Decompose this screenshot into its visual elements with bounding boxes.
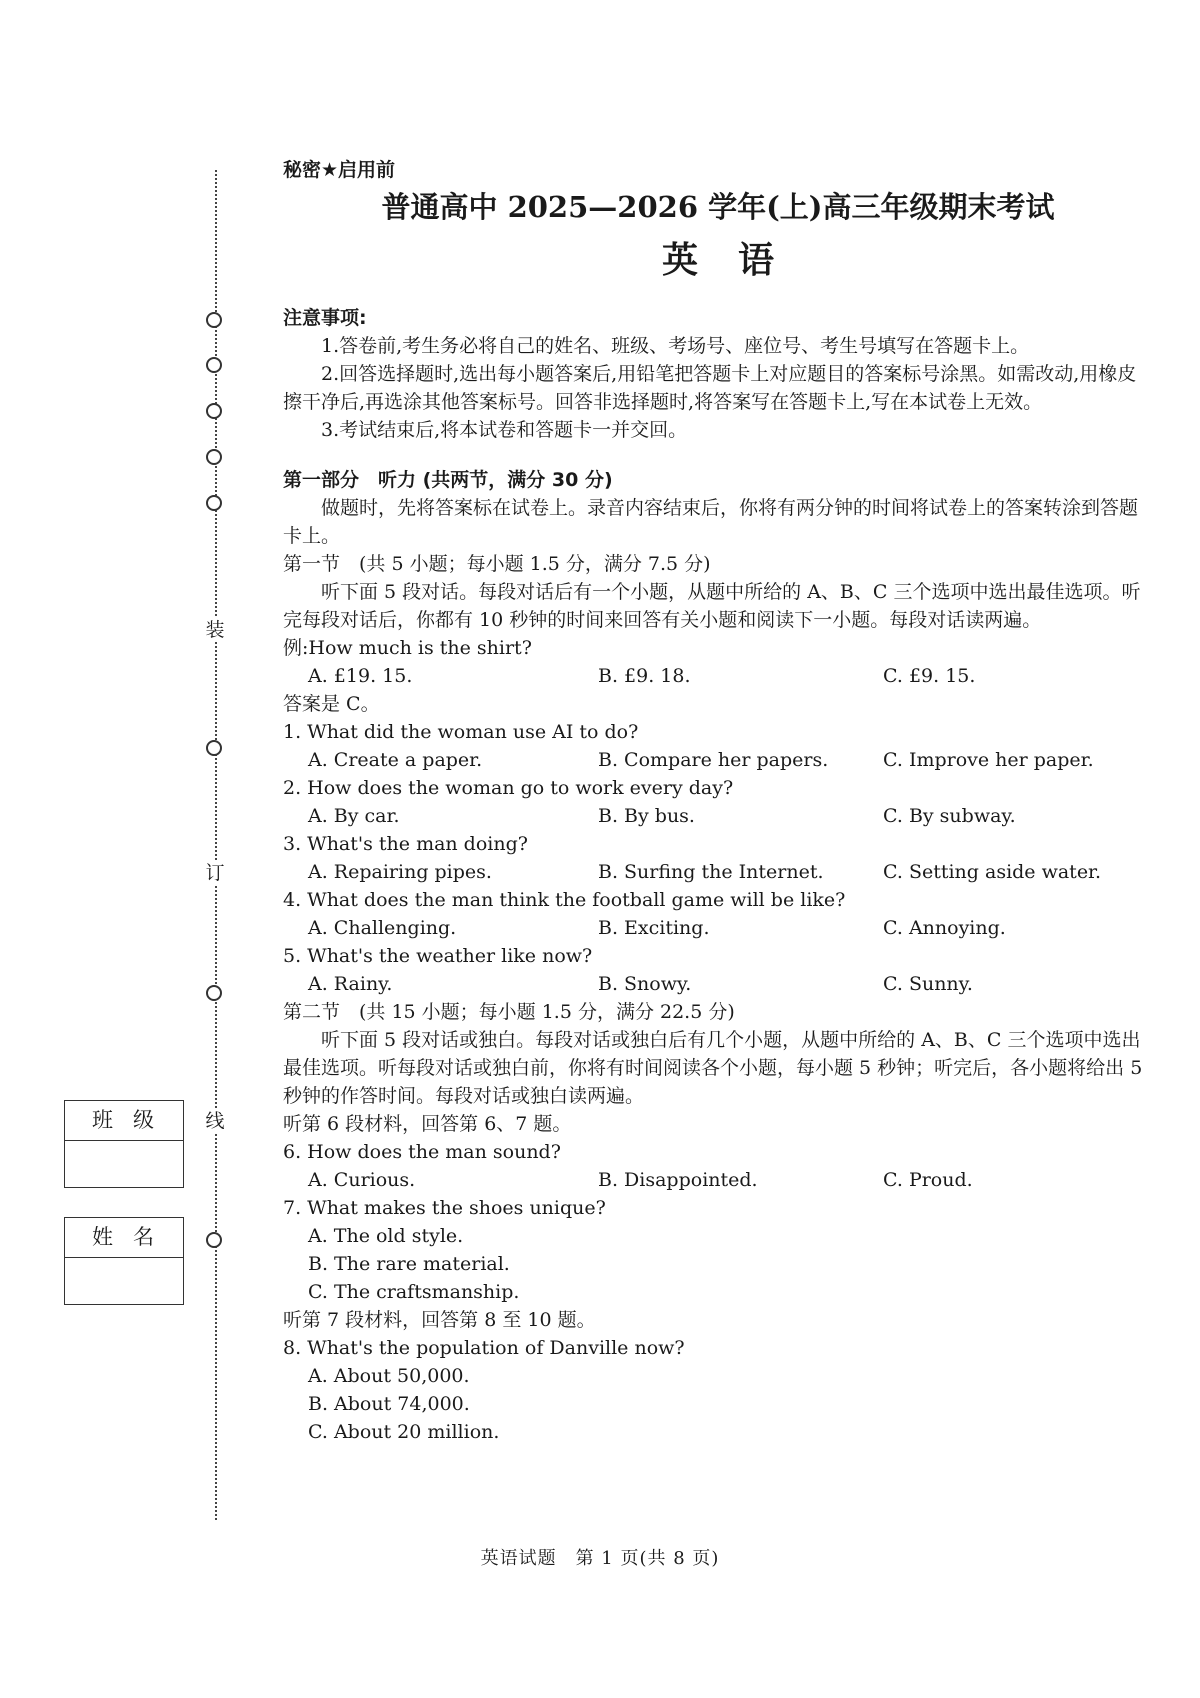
name-field[interactable] [65, 1258, 183, 1304]
question-4-options [283, 914, 1153, 942]
option-a: A. Repairing pipes. [308, 861, 492, 883]
binding-hole [206, 312, 222, 328]
question-1: 1. What did the woman use AI to do? [283, 721, 639, 743]
question-2: 2. How does the woman go to work every day? [283, 777, 734, 799]
example-options [283, 662, 1153, 690]
option-b: B. By bus. [598, 805, 695, 827]
option-b: B. Surfing the Internet. [598, 861, 824, 883]
part1-heading: 第一部分 听力 (共两节，满分 30 分) [283, 469, 613, 491]
binding-char-xian: 线 [203, 1109, 227, 1133]
option-a: A. The old style. [308, 1225, 464, 1247]
class-field[interactable] [65, 1141, 183, 1187]
class-box [64, 1100, 184, 1188]
binding-hole [206, 403, 222, 419]
binding-hole [206, 495, 222, 511]
material-7-instruction: 听第 7 段材料，回答第 8 至 10 题。 [283, 1309, 596, 1331]
option-a: A. Rainy. [308, 973, 393, 995]
option-b: B. £9. 18. [598, 665, 691, 687]
option-b: B. Compare her papers. [598, 749, 829, 771]
name-box [64, 1217, 184, 1305]
option-a: A. About 50,000. [308, 1365, 470, 1387]
option-c: C. Improve her paper. [883, 749, 1094, 771]
option-b: B. About 74,000. [308, 1393, 470, 1415]
question-4: 4. What does the man think the football game will be like? [283, 889, 846, 911]
option-c: C. About 20 million. [308, 1421, 500, 1443]
option-a: A. By car. [308, 805, 400, 827]
question-7: 7. What makes the shoes unique? [283, 1197, 606, 1219]
material-6-instruction: 听第 6 段材料，回答第 6、7 题。 [283, 1113, 572, 1135]
binding-hole [206, 985, 222, 1001]
confidential-mark: 秘密★启用前 [283, 159, 396, 181]
option-b: B. Disappointed. [598, 1169, 758, 1191]
option-b: B. Snowy. [598, 973, 692, 995]
option-c: C. By subway. [883, 805, 1016, 827]
page-footer: 英语试题 第 1 页(共 8 页) [480, 1548, 720, 1569]
option-a: A. Challenging. [308, 917, 457, 939]
option-c: C. Sunny. [883, 973, 973, 995]
name-label: 姓名 [65, 1218, 183, 1258]
notice-item: 3.考试结束后,将本试卷和答题卡一并交回。 [321, 419, 688, 441]
notice-item: 2.回答选择题时,选出每小题答案后,用铅笔把答题卡上对应题目的答案标号涂黑。如需改动,用橡皮擦干净后,再选涂其他答案标号。回答非选择题时,将答案写在答题卡上,写在本试卷上无效。 [283, 363, 1137, 413]
binding-hole [206, 740, 222, 756]
question-6-options [283, 1166, 1153, 1194]
question-3-options [283, 858, 1153, 886]
example-answer: 答案是 C。 [283, 693, 380, 715]
option-a: A. Curious. [308, 1169, 416, 1191]
option-a: A. Create a paper. [308, 749, 483, 771]
question-1-options [283, 746, 1153, 774]
class-label: 班级 [65, 1101, 183, 1141]
question-2-options [283, 802, 1153, 830]
section1-heading: 第一节 (共 5 小题；每小题 1.5 分，满分 7.5 分) [283, 553, 711, 575]
option-b: B. The rare material. [308, 1253, 510, 1275]
binding-char-zhuang: 装 [203, 618, 227, 642]
notice-heading: 注意事项: [283, 307, 367, 329]
question-6: 6. How does the man sound? [283, 1141, 561, 1163]
question-3: 3. What's the man doing? [283, 833, 528, 855]
question-5: 5. What's the weather like now? [283, 945, 593, 967]
option-c: C. The craftsmanship. [308, 1281, 520, 1303]
option-a: A. £19. 15. [308, 665, 413, 687]
option-c: C. Setting aside water. [883, 861, 1102, 883]
notice-item: 1.答卷前,考生务必将自己的姓名、班级、考场号、座位号、考生号填写在答题卡上。 [321, 335, 1030, 357]
exam-body [283, 156, 1153, 1446]
question-8: 8. What's the population of Danville now? [283, 1337, 685, 1359]
binding-char-ding: 订 [203, 861, 227, 885]
section1-intro: 听下面 5 段对话。每段对话后有一个小题，从题中所给的 A、B、C 三个选项中选出最佳选项。听完每段对话后，你都有 10 秒钟的时间来回答有关小题和阅读下一小题。每段对话读两遍。 [283, 581, 1141, 631]
option-c: C. £9. 15. [883, 665, 976, 687]
binding-hole [206, 449, 222, 465]
binding-hole [206, 1232, 222, 1248]
section2-heading: 第二节 (共 15 小题；每小题 1.5 分，满分 22.5 分) [283, 1001, 735, 1023]
example-question: 例:How much is the shirt? [283, 637, 532, 659]
section2-intro: 听下面 5 段对话或独白。每段对话或独白后有几个小题，从题中所给的 A、B、C 三个选项中选出最佳选项。听每段对话或独白前，你将有时间阅读各个小题，每小题 5 秒钟；听完后，各小题将给出 5 秒钟的作答时间。每段对话或独白读两遍。 [283, 1029, 1143, 1107]
option-c: C. Annoying. [883, 917, 1006, 939]
subject-title: 英语 [661, 239, 814, 281]
binding-hole [206, 357, 222, 373]
question-5-options [283, 970, 1153, 998]
part1-intro: 做题时，先将答案标在试卷上。录音内容结束后，你将有两分钟的时间将试卷上的答案转涂到答题卡上。 [283, 497, 1139, 547]
option-b: B. Exciting. [598, 917, 710, 939]
option-c: C. Proud. [883, 1169, 973, 1191]
exam-title: 普通高中 2025—2026 学年(上)高三年级期末考试 [381, 190, 1055, 224]
